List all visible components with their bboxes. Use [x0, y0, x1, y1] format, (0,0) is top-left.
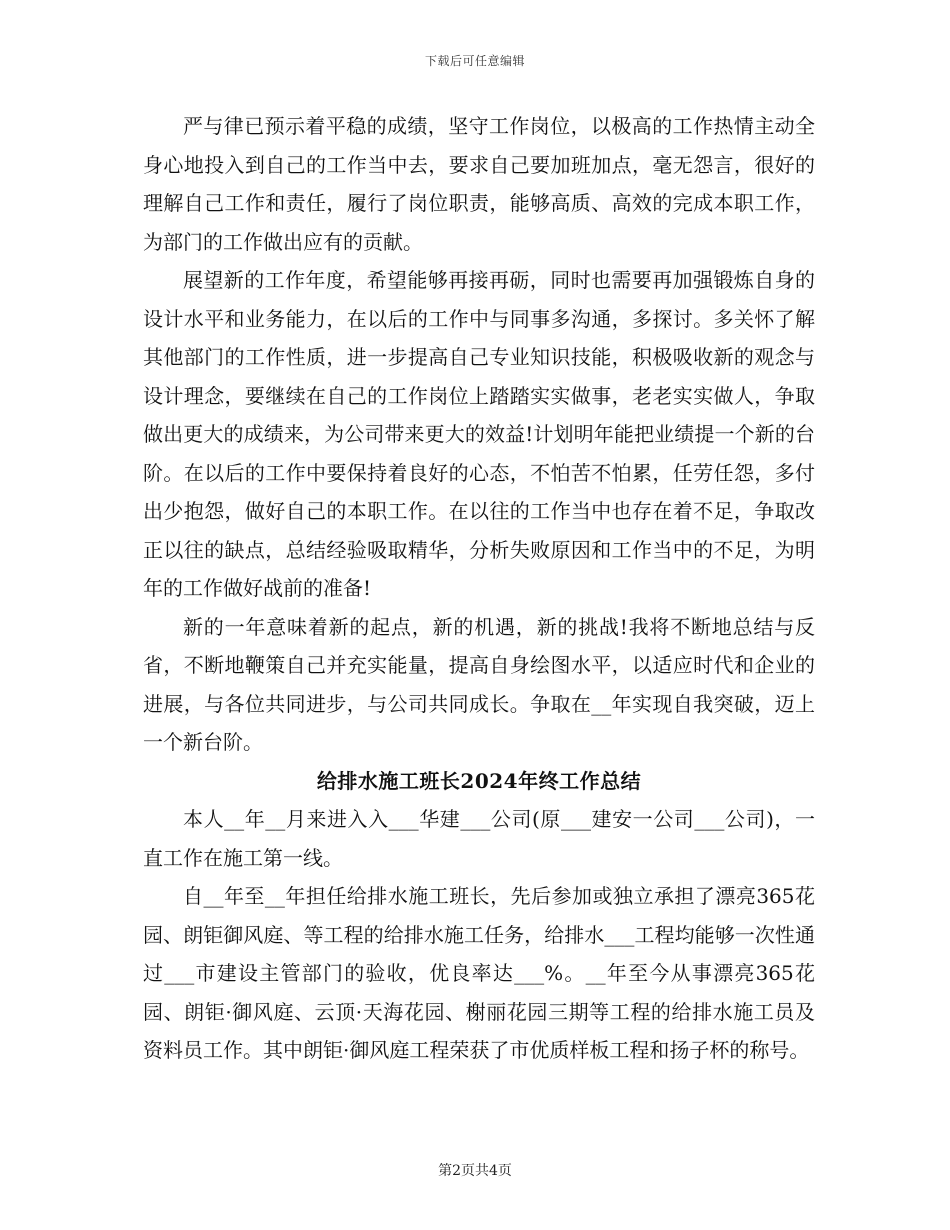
- page-header: 下载后可任意编辑: [424, 54, 525, 68]
- document-body: [143, 107, 815, 1070]
- paragraph: 新的一年意味着新的起点，新的机遇，新的挑战!我将不断地总结与反省，不断地鞭策自己并充实能量，提高自身绘图水平，以适应时代和企业的进展，与各位共同进步，与公司共同成长。争取在__年实现自我突破，迈上一个新台阶。: [143, 614, 815, 754]
- paragraph: 展望新的工作年度，希望能够再接再砺，同时也需要再加强锻炼自身的设计水平和业务能力，在以后的工作中与同事多沟通，多探讨。多关怀了解其他部门的工作性质，进一步提高自己专业知识技能，积极吸收新的观念与设计理念，要继续在自己的工作岗位上踏踏实实做事，老老实实做人，争取做出更大的成绩来，为公司带来更大的效益!计划明年能把业绩提一个新的台阶。在以后的工作中要保持着良好的心态，不怕苦不怕累，任劳任怨，多付出少抱怨，做好自己的本职工作。在以往的工作当中也存在着不足，争取改正以往的缺点，总结经验吸取精华，分析失败原因和工作当中的不足，为明年的工作做好战前的准备!: [143, 268, 815, 600]
- section-title: 给排水施工班长2024年终工作总结: [316, 768, 642, 793]
- paragraph: 自__年至__年担任给排水施工班长，先后参加或独立承担了漂亮365花园、朗钜御风庭、等工程的给排水施工任务，给排水___工程均能够一次性通过___市建设主管部门的验收，优良率达___%。__年至今从事漂亮365花园、朗钜·御风庭、云顶·天海花园、榭丽花园三期等工程的给排水施工员及资料员工作。其中朗钜·御风庭工程荣获了市优质样板工程和扬子杯的称号。: [143, 884, 815, 1062]
- paragraph: 本人__年__月来进入入___华建___公司(原___建安一公司___公司)，一直工作在施工第一线。: [143, 807, 815, 870]
- page-footer: 第2页共4页: [438, 1163, 512, 1179]
- paragraph: 严与律已预示着平稳的成绩，坚守工作岗位，以极高的工作热情主动全身心地投入到自己的工作当中去，要求自己要加班加点，毫无怨言，很好的理解自己工作和责任，履行了岗位职责，能够高质、高效的完成本职工作，为部门的工作做出应有的贡献。: [143, 114, 815, 254]
